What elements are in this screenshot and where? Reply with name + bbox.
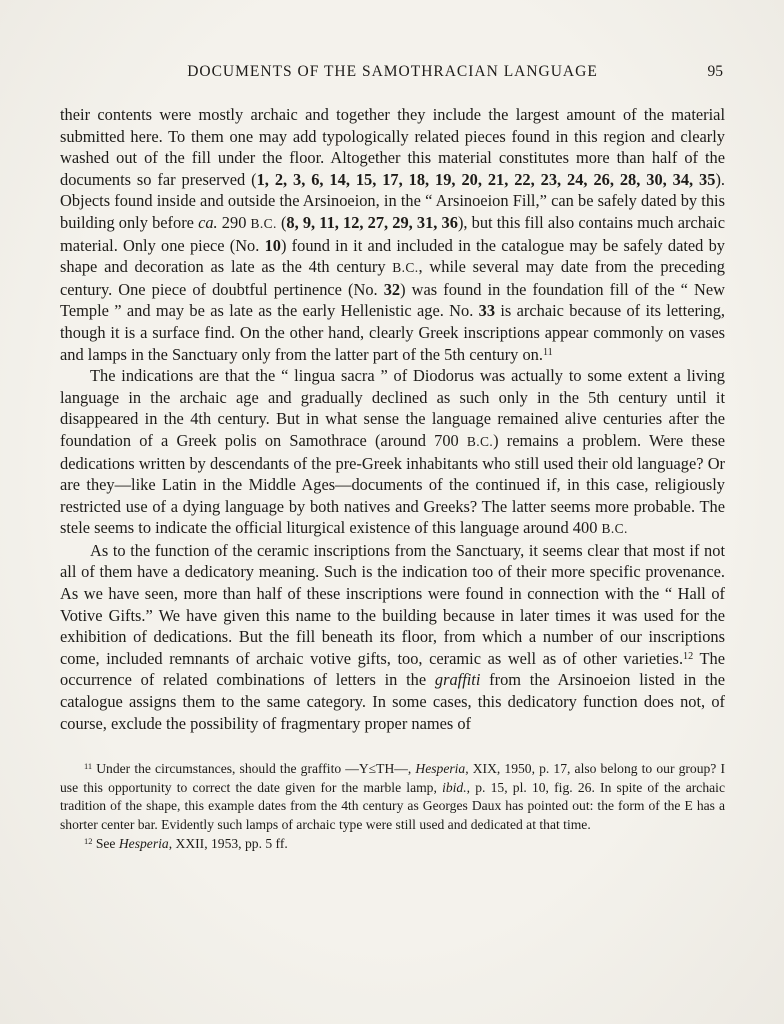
text-run: , XIX, 1950, p. 17, also belong to our group? I use this opportunity to correct the date given for the marble lamp, bbox=[60, 761, 725, 795]
paragraph bbox=[60, 104, 725, 365]
text-run: ibid. bbox=[442, 779, 467, 795]
text-run: Hesperia bbox=[118, 835, 169, 851]
text-run: ), but this fill also contains much archaic material. Only one piece (No. bbox=[60, 212, 726, 255]
page-number: 95 bbox=[707, 63, 723, 80]
footnote bbox=[60, 760, 725, 834]
text-run: 10 bbox=[264, 235, 281, 255]
text-run: ) remains a problem. Were these dedications written by descendants of the pre-Greek inhabitants who still used their old language? Or are they—like Latin in the Middle Ages—documents of the continued if, in this case, religiously restricted use of a dying language by both natives and Greeks? The latter seems more probable. The stele seems to indicate the official liturgical existence of this language around 400 bbox=[60, 430, 725, 538]
footnote-marker: 12 bbox=[84, 835, 93, 846]
text-run: from the Arsinoeion listed in the catalogue assigns them to the same category. In some cases, this dedicatory function does not, of course, exclude the possibility of fragmentary proper names of bbox=[60, 670, 725, 733]
text-run: B.C. bbox=[250, 215, 277, 231]
text-run: ) found in it and included in the catalogue may be safely dated by shape and decoration as late as the 4th century bbox=[60, 235, 725, 277]
text-run: , p. 15, pl. 10, fig. 26. In spite of the archaic tradition of the shape, this example dates from the 4th century as Georges Daux has pointed out: the form of the E has a shorter center bar. Evidently such lamps of archaic type were still used and dedicated at that time. bbox=[60, 779, 725, 832]
footnote-marker: 11 bbox=[542, 346, 553, 358]
text-run: 1, 2, 3, 6, 14, 15, 17, 18, 19, 20, 21, 22, 23, 24, 26, 28, 30, 34, 35 bbox=[256, 169, 716, 189]
footnote-marker: 11 bbox=[84, 761, 93, 772]
text-run: 8, 9, 11, 12, 27, 29, 31, 36 bbox=[286, 212, 458, 232]
footnote-marker: 12 bbox=[683, 651, 694, 663]
text-run: As to the function of the ceramic inscriptions from the Sanctuary, it seems clear that most if not all of them have a dedicatory meaning. Such is the indication too of their more specific provenance. As we have seen, more than half of these inscriptions were found in connection with the “ Hall of Votive Gifts.” We have given this name to the building because in later times it was used for the exhibition of dedications. But the fill beneath its floor, from which a number of our inscriptions come, included remnants of archaic votive gifts, too, ceramic as well as of other varieties. bbox=[60, 540, 725, 668]
text-run: The occurrence of related combinations of letters in the bbox=[60, 648, 725, 690]
text-run: See bbox=[92, 835, 119, 851]
text-run: ). Objects found inside and outside the Arsinoeion, in the “ Arsinoeion Fill,” can be safely dated by this building only before bbox=[60, 169, 726, 232]
text-run: ca. bbox=[198, 212, 218, 232]
text-run: graffiti bbox=[434, 670, 481, 690]
text-run: , XXII, 1953, pp. 5 ff. bbox=[168, 835, 288, 851]
text-run: B.C. bbox=[392, 260, 419, 276]
text-run: B.C. bbox=[466, 433, 494, 449]
footnotes bbox=[60, 760, 725, 853]
running-head-title: DOCUMENTS OF THE SAMOTHRACIAN LANGUAGE bbox=[187, 63, 598, 80]
page-header bbox=[60, 62, 725, 81]
text-run: 33 bbox=[478, 301, 496, 321]
text-run: Under the circumstances, should the graffito —Y≤TH—, bbox=[92, 761, 416, 777]
paragraph bbox=[60, 365, 725, 540]
text-run: The indications are that the “ lingua sacra ” of Diodorus was actually to some extent a living language in the archaic age and gradually declined as such only in the 5th century until it disappeared in the 4th century. But in what sense the language remained alive centuries after the foundation of a Greek polis on Samothrace (around 700 bbox=[60, 366, 725, 450]
paragraph bbox=[60, 540, 725, 734]
body-text bbox=[60, 104, 725, 734]
text-run: 290 bbox=[217, 212, 251, 232]
text-run: Hesperia bbox=[415, 761, 466, 777]
text-run: is archaic because of its lettering, though it is a surface find. On the other hand, clearly Greek inscriptions appear commonly on vases and lamps in the Sanctuary only from the latter part of the 5th century on. bbox=[60, 301, 726, 364]
text-run: , while several may date from the preceding century. One piece of doubtful pertinence (No. bbox=[60, 257, 725, 299]
text-run: B.C. bbox=[601, 521, 628, 537]
text-run: their contents were mostly archaic and together they include the largest amount of the material submitted here. To them one may add typologically related pieces found in this region and clearly washed out of the fill under the floor. Altogether this material constitutes more than half of the documents so far preserved ( bbox=[60, 105, 725, 189]
text-run: 32 bbox=[383, 279, 401, 299]
text-run: ( bbox=[276, 212, 287, 232]
text-run: ) was found in the foundation fill of the “ New Temple ” and may be as late as the early Hellenistic age. No. bbox=[60, 279, 725, 321]
footnote bbox=[60, 835, 725, 854]
